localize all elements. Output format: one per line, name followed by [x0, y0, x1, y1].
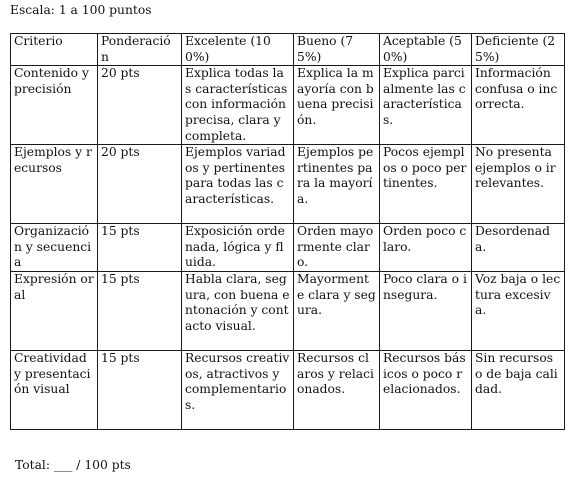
rubric-table [10, 33, 565, 430]
cell-aceptable: Orden poco claro. [380, 224, 472, 272]
cell-bueno: Ejemplos pertinentes para la mayoría. [294, 145, 380, 224]
cell-deficiente: Sin recursos o de baja calidad. [472, 351, 565, 430]
table-row [11, 351, 565, 430]
cell-ponderacion: 15 pts [98, 351, 182, 430]
cell-bueno: Recursos claros y relacionados. [294, 351, 380, 430]
cell-criterio: Ejemplos y recursos [11, 145, 98, 224]
header-aceptable: Aceptable (50%) [380, 34, 472, 66]
cell-criterio: Expresión oral [11, 272, 98, 351]
table-row [11, 272, 565, 351]
table-row [11, 224, 565, 272]
cell-ponderacion: 15 pts [98, 224, 182, 272]
header-excelente: Excelente (100%) [182, 34, 294, 66]
cell-excelente: Explica todas las características con información precisa, clara y completa. [182, 66, 294, 145]
cell-aceptable: Explica parcialmente las características. [380, 66, 472, 145]
cell-excelente: Habla clara, segura, con buena entonación y contacto visual. [182, 272, 294, 351]
rubric-body [11, 66, 565, 430]
cell-deficiente: Voz baja o lectura excesiva. [472, 272, 565, 351]
cell-aceptable: Pocos ejemplos o poco pertinentes. [380, 145, 472, 224]
header-bueno: Bueno (75%) [294, 34, 380, 66]
cell-criterio: Creatividad y presentación visual [11, 351, 98, 430]
cell-bueno: Orden mayormente claro. [294, 224, 380, 272]
cell-excelente: Ejemplos variados y pertinentes para todas las características. [182, 145, 294, 224]
cell-bueno: Mayormente clara y segura. [294, 272, 380, 351]
cell-criterio: Contenido y precisión [11, 66, 98, 145]
table-row [11, 145, 565, 224]
header-deficiente: Deficiente (25%) [472, 34, 565, 66]
cell-excelente: Recursos creativos, atractivos y complementarios. [182, 351, 294, 430]
cell-aceptable: Poco clara o insegura. [380, 272, 472, 351]
scale-label: Escala: 1 a 100 puntos [10, 3, 152, 17]
cell-ponderacion: 20 pts [98, 66, 182, 145]
total-label: Total: ___ / 100 pts [15, 458, 131, 472]
cell-criterio: Organización y secuencia [11, 224, 98, 272]
cell-aceptable: Recursos básicos o poco relacionados. [380, 351, 472, 430]
cell-bueno: Explica la mayoría con buena precisión. [294, 66, 380, 145]
cell-deficiente: No presenta ejemplos o irrelevantes. [472, 145, 565, 224]
cell-deficiente: Desordenada. [472, 224, 565, 272]
table-row [11, 66, 565, 145]
cell-ponderacion: 15 pts [98, 272, 182, 351]
cell-deficiente: Información confusa o incorrecta. [472, 66, 565, 145]
rubric-header [11, 34, 565, 66]
cell-excelente: Exposición ordenada, lógica y fluida. [182, 224, 294, 272]
header-row [11, 34, 565, 66]
cell-ponderacion: 20 pts [98, 145, 182, 224]
header-ponderacion: Ponderación [98, 34, 182, 66]
header-criterio: Criterio [11, 34, 98, 66]
